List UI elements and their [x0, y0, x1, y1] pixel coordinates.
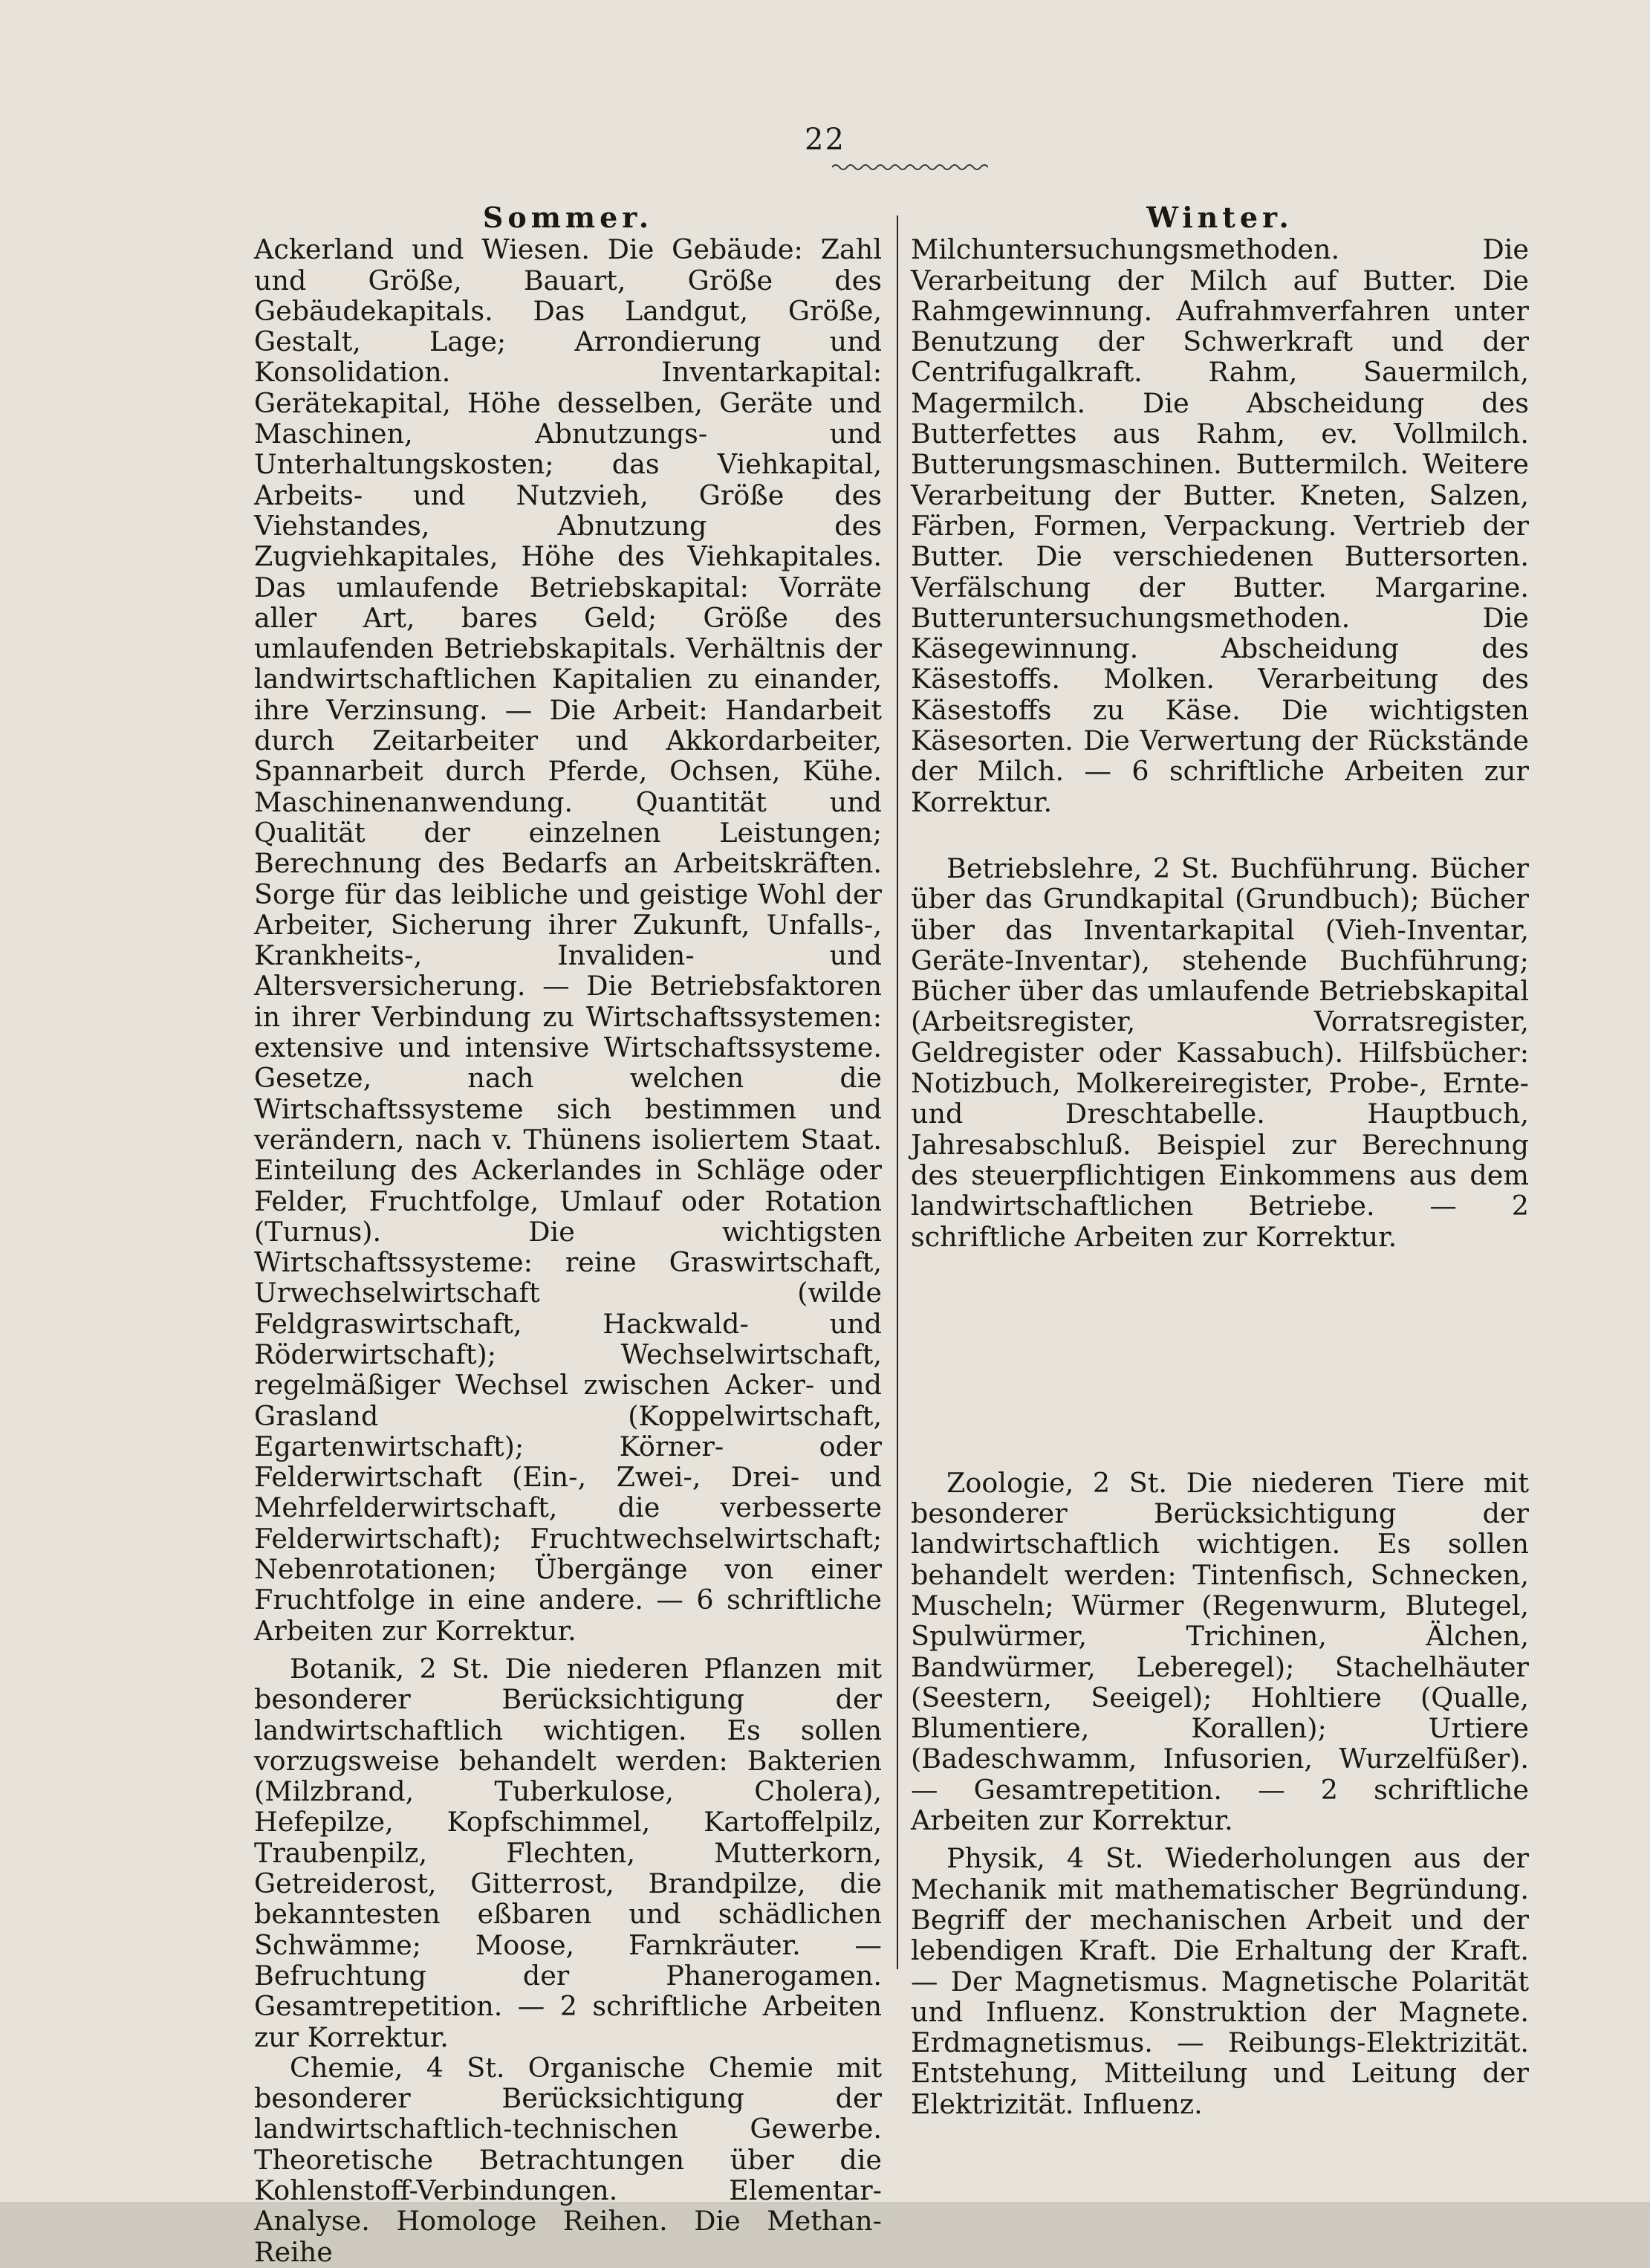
paragraph-betriebslehre-winter: Betriebslehre, 2 St. Buchführung. Bücher über das Grundkapital (Grundbuch); Bücher über das Inventarkapital (Vieh-Inventar, Geräte-Inventar), stehende Buchführung; Bücher über das umlaufende Betriebskapital (Arbeitsregister, Vorratsregister, Geldregister oder Kassabuch). Hilfsbücher: Notizbuch, Molkereiregister, Probe-, Ernte- und Dreschtabelle. Hauptbuch, Jahresabschluß. Beispiel zur Berechnung des steuerpflichtigen Einkommens aus dem landwirtschaftlichen Betriebe. — 2 schriftliche Arbeiten zur Korrektur.	[911, 852, 1529, 1253]
column-divider	[897, 216, 898, 1969]
left-column-sommer	[254, 202, 882, 2267]
paragraph-physik: Physik, 4 St. Wiederholungen aus der Mechanik mit mathematischer Begründung. Begriff der mechanischen Arbeit und der lebendigen Kraft. Die Erhaltung der Kraft. — Der Magnetismus. Magnetische Polarität und Influenz. Konstruktion der Magnete. Erdmagnetismus. — Reibungs-Elektrizität. Entstehung, Mitteilung und Leitung der Elektrizität. Influenz.	[911, 1842, 1529, 2120]
paragraph-zoologie: Zoologie, 2 St. Die niederen Tiere mit besonderer Berücksichtigung der landwirtschaftlich wichtigen. Es sollen behandelt werden: Tintenfisch, Schnecken, Muscheln; Würmer (Regenwurm, Blutegel, Spulwürmer, Trichinen, Älchen, Bandwürmer, Leberegel); Stachelhäuter (Seestern, Seeigel); Hohltiere (Qualle, Blumentiere, Korallen); Urtiere (Badeschwamm, Infusorien, Wurzelfüßer). — Gesamtrepetition. — 2 schriftliche Arbeiten zur Korrektur.	[911, 1466, 1529, 1837]
paragraph-chemie: Chemie, 4 St. Organische Chemie mit besonderer Berücksichtigung der landwirtschaftlich-technischen Gewerbe. Theoretische Betrachtungen über die Kohlenstoff-Verbindungen. Elementar-Analyse. Homologe Reihen. Die Methan-Reihe	[254, 2051, 882, 2268]
right-column-winter	[911, 202, 1529, 2119]
paragraph-botanik: Botanik, 2 St. Die niederen Pflanzen mit besonderer Berücksichtigung der landwirtschaftlich wichtigen. Es sollen vorzugsweise behandelt werden: Bakterien (Milzbrand, Tuberkulose, Cholera), Hefepilze, Kopfschimmel, Kartoffelpilz, Traubenpilz, Flechten, Mutterkorn, Getreiderost, Gitterrost, Brandpilze, die bekanntesten eßbaren und schädlichen Schwämme; Moose, Farnkräuter. — Befruchtung der Phanerogamen. Gesamtrepetition. — 2 schriftliche Arbeiten zur Korrektur.	[254, 1652, 882, 2053]
page-number: 22	[805, 123, 845, 157]
wavy-rule-ornament	[832, 162, 988, 172]
column-title-sommer: Sommer.	[482, 201, 654, 234]
paragraph-betriebslehre-sommer: Ackerland und Wiesen. Die Gebäude: Zahl und Größe, Bauart, Größe des Gebäudekapitals. Das Landgut, Größe, Gestalt, Lage; Arrondierung und Konsolidation. Inventarkapital: Gerätekapital, Höhe desselben, Geräte und Maschinen, Abnutzungs- und Unterhaltungskosten; das Viehkapital, Arbeits- und Nutzvieh, Größe des Viehstandes, Abnutzung des Zugviehkapitales, Höhe des Viehkapitales. Das umlaufende Betriebskapital: Vorräte aller Art, bares Geld; Größe des umlaufenden Betriebskapitals. Verhältnis der landwirtschaftlichen Kapitalien zu einander, ihre Verzinsung. — Die Arbeit: Handarbeit durch Zeitarbeiter und Akkordarbeiter, Spannarbeit durch Pferde, Ochsen, Kühe. Maschinenanwendung. Quantität und Qualität der einzelnen Leistungen; Berechnung des Bedarfs an Arbeitskräften. Sorge für das leibliche und geistige Wohl der Arbeiter, Sicherung ihrer Zukunft, Unfalls-, Krankheits-, Invaliden- und Altersversicherung. — Die Betriebsfaktoren in ihrer Verbindung zu Wirtschaftssystemen: extensive und intensive Wirtschaftssysteme. Gesetze, nach welchen die Wirtschaftssysteme sich bestimmen und verändern, nach v. Thünens isoliertem Staat. Einteilung des Ackerlandes in Schläge oder Felder, Fruchtfolge, Umlauf oder Rotation (Turnus). Die wichtigsten Wirtschaftssysteme: reine Graswirtschaft, Urwechselwirtschaft (wilde Feldgraswirtschaft, Hackwald- und Röderwirtschaft); Wechselwirtschaft, regelmäßiger Wechsel zwischen Acker- und Grasland (Koppelwirtschaft, Egartenwirtschaft); Körner- oder Felderwirtschaft (Ein-, Zwei-, Drei- und Mehrfelderwirtschaft, die verbesserte Felderwirtschaft); Fruchtwechselwirtschaft; Nebenrotationen; Übergänge von einer Fruchtfolge in eine andere. — 6 schriftliche Arbeiten zur Korrektur.	[254, 233, 882, 1647]
column-title-winter: Winter.	[1146, 201, 1293, 234]
paragraph-milchwirtschaft: Milchuntersuchungsmethoden. Die Verarbeitung der Milch auf Butter. Die Rahmgewinnung. Aufrahmverfahren unter Benutzung der Schwerkraft und der Centrifugalkraft. Rahm, Sauermilch, Magermilch. Die Abscheidung des Butterfettes aus Rahm, ev. Vollmilch. Butterungsmaschinen. Buttermilch. Weitere Verarbeitung der Butter. Kneten, Salzen, Färben, Formen, Verpackung. Vertrieb der Butter. Die verschiedenen Buttersorten. Verfälschung der Butter. Margarine. Butteruntersuchungsmethoden. Die Käsegewinnung. Abscheidung des Käsestoffs. Molken. Verarbeitung des Käsestoffs zu Käse. Die wichtigsten Käsesorten. Die Verwertung der Rückstände der Milch. — 6 schriftliche Arbeiten zur Korrektur.	[911, 233, 1529, 818]
